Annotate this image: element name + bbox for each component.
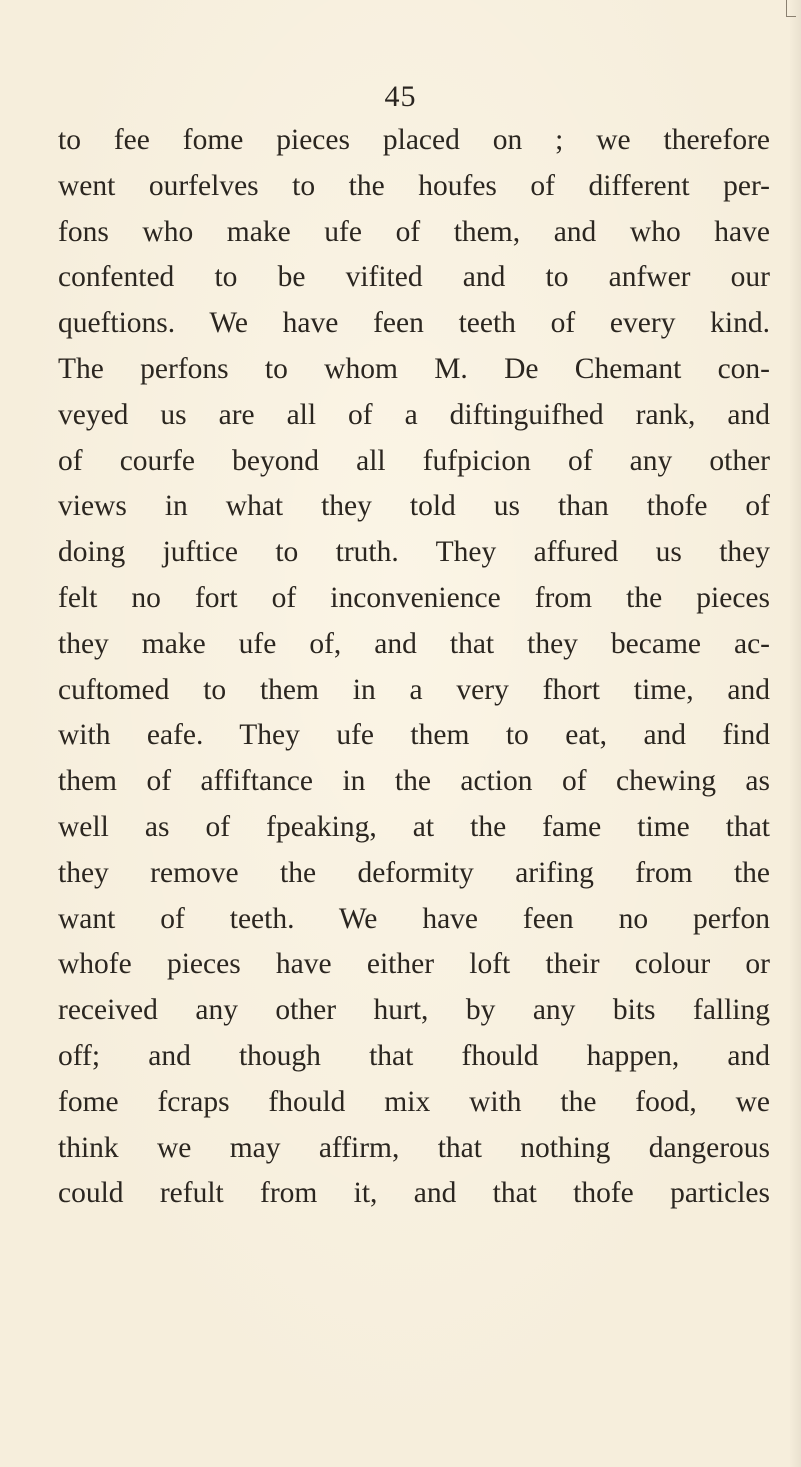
page-number: 45 — [384, 80, 417, 113]
text-line: of courfe beyond all fufpicion of any other — [58, 444, 770, 477]
text-line: received any other hurt, by any bits falling — [58, 994, 770, 1027]
text-line: doing juftice to truth. They affured us they — [58, 536, 770, 569]
text-line: off; and though that fhould happen, and — [58, 1039, 770, 1072]
text-line: veyed us are all of a diftinguifhed rank, and — [58, 398, 770, 431]
body-text — [58, 118, 770, 1217]
text-line: well as of fpeaking, at the fame time that — [58, 810, 770, 843]
text-line: whofe pieces have either loft their colour or — [58, 948, 770, 981]
text-line: views in what they told us than thofe of — [58, 490, 770, 523]
text-line: could refult from it, and that thofe particles — [58, 1177, 770, 1210]
text-line: they make ufe of, and that they became ac- — [58, 627, 770, 660]
text-line: to fee fome pieces placed on ; we therefore — [58, 124, 770, 156]
text-line: The perfons to whom M. De Chemant con- — [58, 352, 770, 385]
text-line: cuftomed to them in a very fhort time, and — [58, 673, 770, 706]
text-line: them of affiftance in the action of chewing as — [58, 765, 770, 798]
text-line: felt no fort of inconvenience from the pieces — [58, 581, 770, 614]
text-line: went ourfelves to the houfes of different per- — [58, 169, 770, 202]
text-line: fons who make ufe of them, and who have — [58, 215, 770, 248]
corner-mark — [786, 0, 796, 17]
text-line: think we may affirm, that nothing dangerous — [58, 1131, 770, 1164]
text-line: fome fcraps fhould mix with the food, we — [58, 1085, 770, 1118]
page-edge-shadow — [789, 0, 801, 1467]
text-line: with eafe. They ufe them to eat, and find — [58, 719, 770, 752]
text-line: confented to be vifited and to anfwer our — [58, 261, 770, 294]
text-line: queftions. We have feen teeth of every kind. — [58, 307, 770, 340]
text-line: they remove the deformity arifing from the — [58, 856, 770, 889]
text-line: want of teeth. We have feen no perfon — [58, 902, 770, 935]
